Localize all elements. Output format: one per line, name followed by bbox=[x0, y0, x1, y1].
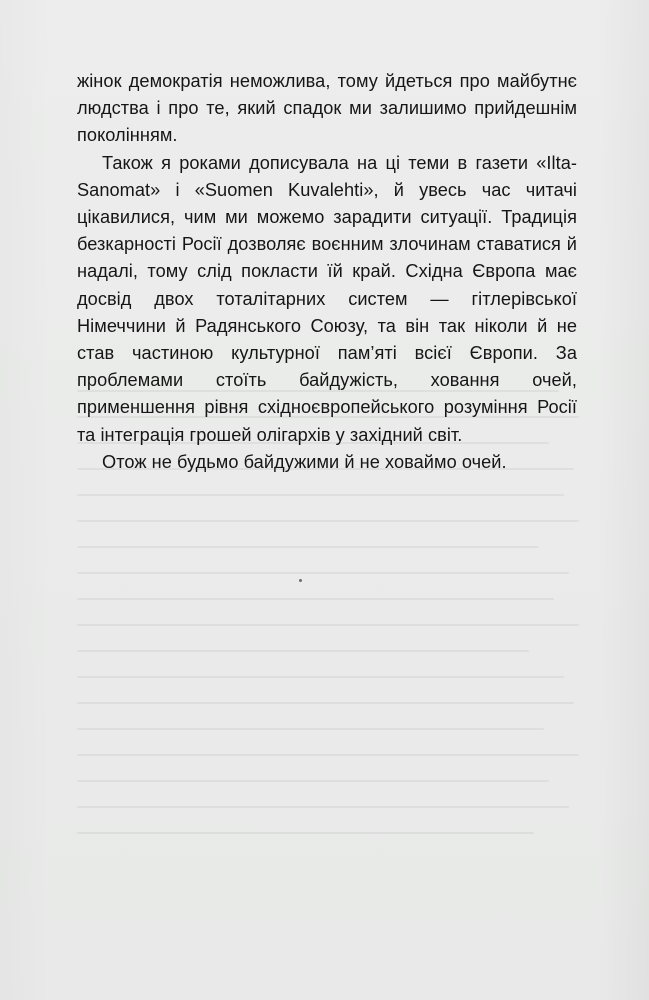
paragraph-2: Також я роками дописувала на ці теми в газети «Ilta-Sanomat» і «Suomen Kuvalehti», й увесь час читачі цікавилися, чим ми можемо зарадити ситуації. Традиція безкарності Росії дозволяє воєнним злочинам ставатися й надалі, тому слід покласти їй край. Східна Європа має досвід двох тоталітарних систем — гітлерівської Німеччини й Радянського Союзу, та він так ніколи й не став частиною культурної пам’яті всієї Європи. За проблемами стоїть байдужість, ховання очей, применшення рівня східноєвропейського розуміння Росії та інтеграція грошей олігархів у західний світ. bbox=[77, 152, 577, 445]
paragraph-1: жінок демократія неможлива, тому йдеться про майбутнє людства і про те, який спадок ми залишимо прийдешнім поколінням. bbox=[77, 71, 577, 146]
paragraph-3: Отож не будьмо байдужими й не ховаймо очей. bbox=[102, 451, 507, 472]
body-text bbox=[77, 68, 577, 476]
paper-speck bbox=[299, 579, 302, 582]
